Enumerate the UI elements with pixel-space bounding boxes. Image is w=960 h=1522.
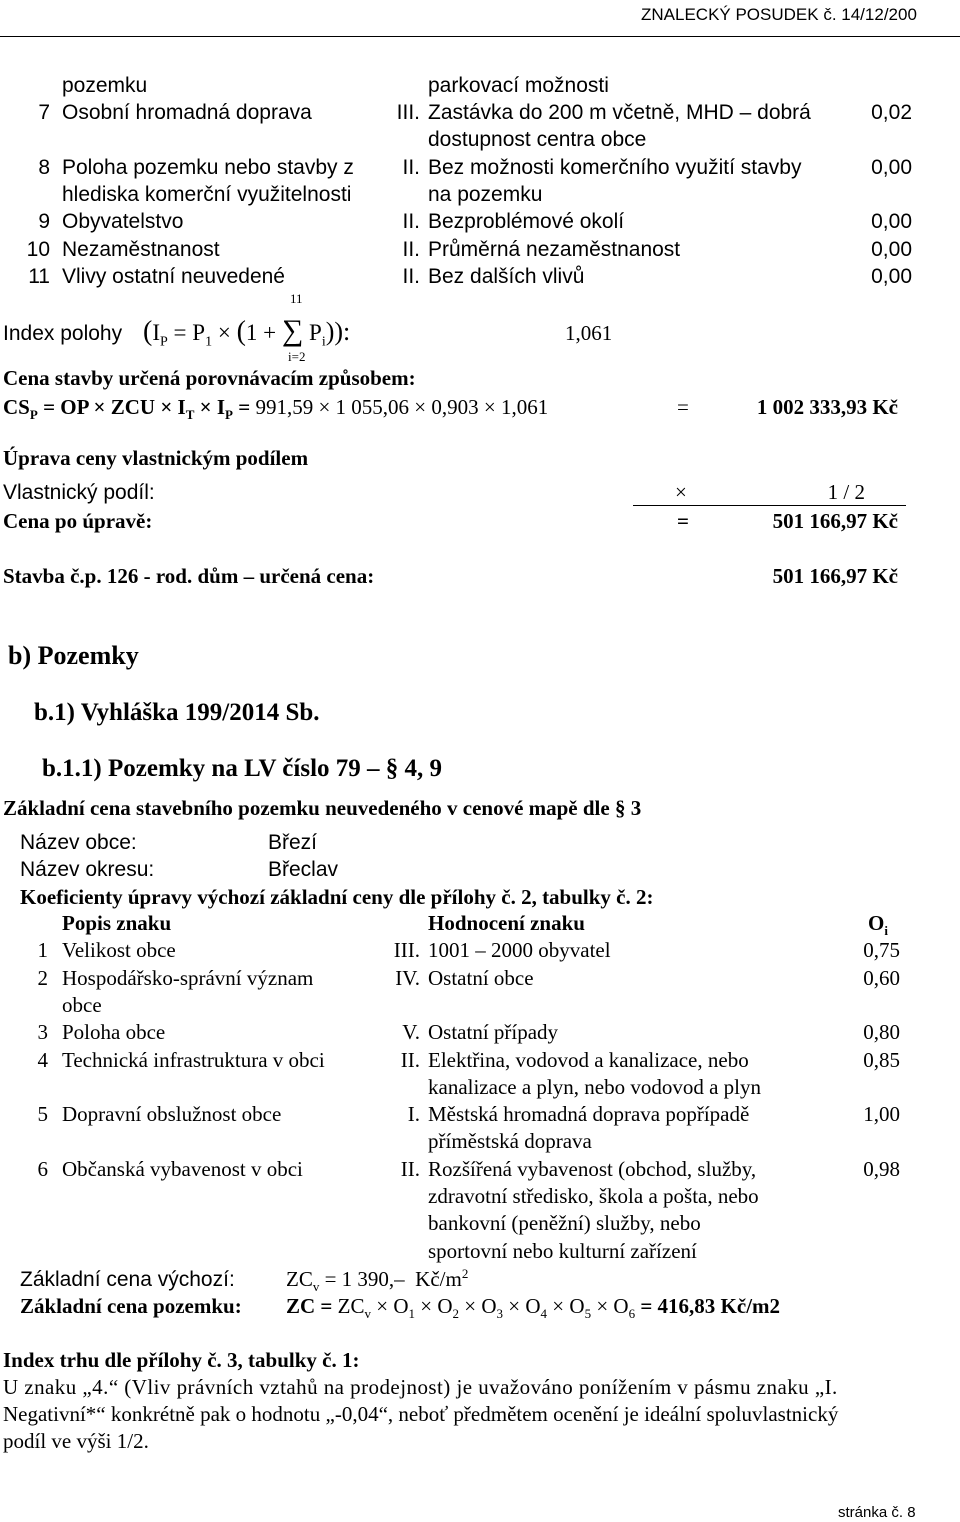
row-name: Vlivy ostatní neuvedené	[62, 265, 285, 288]
row-number: 9	[38, 210, 50, 233]
one-plus: 1 +	[245, 320, 277, 345]
header-rule	[0, 36, 960, 37]
row-number: 1	[37, 938, 48, 962]
podil-value: 1 / 2	[827, 480, 865, 504]
heading-b-pozemky: b) Pozemky	[8, 641, 139, 670]
row-name: Technická infrastruktura v obci	[62, 1048, 325, 1072]
row-number: 5	[37, 1102, 48, 1126]
p1-symbol: P	[192, 320, 206, 345]
times-sign: ×	[217, 320, 231, 345]
row-value: 0,00	[871, 265, 912, 288]
index-value: 1,061	[565, 321, 613, 345]
row-desc: Ostatní obce	[428, 966, 534, 990]
sigma-sign: ∑	[281, 314, 304, 347]
pi-symbol: P	[309, 320, 322, 345]
index-trhu-line2: Negativní*“ konkrétně pak o hodnotu „-0,04“, neboť předmětem ocenění je ideální spoluvlastnický	[3, 1402, 839, 1426]
row-desc: Bez dalších vlivů	[428, 265, 585, 288]
row-desc: příměstská doprava	[428, 1129, 592, 1153]
row-value: 0,00	[871, 156, 912, 179]
paren-close: )):	[325, 317, 351, 346]
row-name: Občanská vybavenost v obci	[62, 1157, 303, 1181]
row-value: 0,85	[863, 1048, 900, 1072]
podil-operator: ×	[675, 480, 687, 504]
formula-body	[143, 314, 351, 350]
row-grade: IV.	[395, 966, 420, 990]
row-name: Nezaměstnanost	[62, 238, 220, 261]
row-number: 11	[28, 265, 50, 288]
equals: =	[173, 320, 187, 345]
row-desc: kanalizace a plyn, nebo vodovod a plyn	[428, 1075, 761, 1099]
row-name: Velikost obce	[62, 938, 176, 962]
row-name: Obyvatelstvo	[62, 210, 184, 233]
index-trhu-line1: U znaku „4.“ (Vliv právních vztahů na prodejnost) je uvažováno ponížením v pásmu znaku „I.	[3, 1375, 838, 1399]
row-number: 2	[37, 966, 48, 990]
okres-value: Břeclav	[268, 858, 339, 881]
row-name: obce	[62, 993, 102, 1017]
row-number: 3	[37, 1020, 48, 1044]
row-grade: II.	[400, 1048, 420, 1072]
section-heading-cena-stavby: Cena stavby určená porovnávacím způsobem:	[3, 366, 416, 390]
row-desc: Rozšířená vybavenost (obchod, služby,	[428, 1157, 757, 1181]
sum-rule	[633, 505, 906, 506]
row-desc: zdravotní středisko, škola a pošta, nebo	[428, 1184, 759, 1208]
row-name: Dopravní obslužnost obce	[62, 1102, 282, 1126]
col-oi: $O_i$	[868, 911, 888, 939]
row-desc: sportovní nebo kulturní zařízení	[428, 1239, 697, 1263]
row-grade: II.	[400, 1157, 420, 1181]
row-desc: Zastávka do 200 m včetně, MHD – dobrá	[428, 101, 811, 124]
zakladni-cena-vychozi-label: Základní cena výchozí:	[20, 1268, 235, 1291]
row-desc: Městská hromadná doprava popřípadě	[428, 1102, 750, 1126]
row-desc: Ostatní případy	[428, 1020, 559, 1044]
row-value: 0,80	[863, 1020, 900, 1044]
row-number: 10	[26, 238, 50, 261]
row-grade: III.	[396, 101, 420, 124]
row-number: 7	[38, 101, 50, 124]
stavba-label: Stavba č.p. 126 - rod. dům – určená cena:	[3, 564, 375, 588]
row-number: 8	[38, 156, 50, 179]
paren-open: (	[143, 316, 153, 347]
document-header-title: ZNALECKÝ POSUDEK č. 14/12/200	[641, 5, 917, 24]
cena-po-uprave-value: 501 166,97 Kč	[772, 509, 898, 533]
col-popis-znaku: Popis znaku	[62, 911, 172, 935]
row-grade: II.	[402, 210, 420, 233]
podil-label: Vlastnický podíl:	[3, 481, 155, 504]
row-desc: Bezproblémové okolí	[428, 210, 625, 233]
zakladni-cena-vychozi-value: $ZC_v = 1$ 390,– $Kč/m^2$	[286, 1266, 469, 1295]
row-number: 6	[37, 1157, 48, 1181]
cena-stavby-formula: $CS_P$ = OP × ZCU × $I_T \times I_P = 991,59 \times 1$ 055,06 × 0,903 × 1,061	[3, 395, 549, 423]
row-value: 0,60	[863, 966, 900, 990]
ip-symbol: I	[152, 320, 160, 345]
row-grade: II.	[402, 265, 420, 288]
ip-subscript: P	[160, 334, 168, 350]
row-desc: Bez možnosti komerčního využití stavby	[428, 156, 802, 179]
row-value: 0,02	[871, 101, 912, 124]
index-trhu-heading: Index trhu dle přílohy č. 3, tabulky č. 1:	[3, 1348, 360, 1372]
row-desc: na pozemku	[428, 183, 543, 206]
pi-subscript: i	[321, 334, 326, 350]
paren-open-2: (	[236, 316, 246, 347]
cena-stavby-result: 1 002 333,93 Kč	[756, 395, 898, 419]
col-hodnoceni-znaku: Hodnocení znaku	[428, 911, 585, 935]
row-value: 0,00	[871, 238, 912, 261]
okres-label: Název okresu:	[20, 858, 155, 881]
stavba-value: 501 166,97 Kč	[772, 564, 898, 588]
zakladni-cena-pozemku-value: ZC = $ZC_v \times O_1 \times O_2 \times O_3 \times O_4 \times O_5 \times O_6 = 416,83$ Kč/m2	[286, 1294, 781, 1322]
obec-value: Březí	[268, 831, 318, 854]
sum-lower-limit: i=2	[288, 349, 306, 364]
row-grade: II.	[402, 156, 420, 179]
obec-label: Název obce:	[20, 831, 137, 854]
cena-po-uprave-eq: =	[677, 509, 689, 533]
row-grade: III.	[393, 938, 420, 962]
row-name: pozemku	[62, 74, 148, 97]
zakladni-cena-pozemku-label: Základní cena pozemku:	[20, 1294, 242, 1318]
page-number: stránka č. 8	[838, 1504, 916, 1521]
heading-b1-vyhlaska: b.1) Vyhláška 199/2014 Sb.	[34, 699, 320, 726]
row-name: Poloha obce	[62, 1020, 166, 1044]
row-name: Poloha pozemku nebo stavby z	[62, 156, 354, 179]
row-desc: dostupnost centra obce	[428, 128, 647, 151]
row-desc: parkovací možnosti	[428, 74, 609, 97]
row-grade: V.	[402, 1020, 420, 1044]
zakladni-cena-heading: Základní cena stavebního pozemku neuvedeného v cenové mapě dle § 3	[3, 796, 642, 820]
row-value: 1,00	[863, 1102, 900, 1126]
row-desc: Průměrná nezaměstnanost	[428, 238, 681, 261]
row-grade: II.	[402, 238, 420, 261]
row-desc: bankovní (peněžní) služby, nebo	[428, 1211, 701, 1235]
row-name: Hospodářsko-správní význam	[62, 966, 314, 990]
cena-stavby-eq: =	[677, 395, 689, 419]
row-desc: 1001 – 2000 obyvatel	[428, 938, 611, 962]
index-label: Index polohy	[3, 322, 123, 345]
koeficienty-heading: Koeficienty úpravy výchozí základní ceny dle přílohy č. 2, tabulky č. 2:	[20, 885, 654, 909]
row-value: 0,75	[863, 938, 900, 962]
row-number: 4	[37, 1048, 48, 1072]
row-desc: Elektřina, vodovod a kanalizace, nebo	[428, 1048, 749, 1072]
row-value: 0,98	[863, 1157, 900, 1181]
heading-b11-pozemky-lv: b.1.1) Pozemky na LV číslo 79 – § 4, 9	[42, 755, 443, 782]
row-value: 0,00	[871, 210, 912, 233]
p1-subscript: 1	[205, 334, 213, 350]
section-heading-uprava: Úprava ceny vlastnickým podílem	[3, 446, 309, 470]
index-trhu-line3: podíl ve výši 1/2.	[3, 1429, 149, 1453]
sum-upper-limit: 11	[290, 291, 303, 306]
row-name: Osobní hromadná doprava	[62, 101, 312, 124]
row-grade: I.	[407, 1102, 420, 1126]
row-name: hlediska komerční využitelnosti	[62, 183, 352, 206]
cena-po-uprave-label: Cena po úpravě:	[3, 509, 153, 533]
